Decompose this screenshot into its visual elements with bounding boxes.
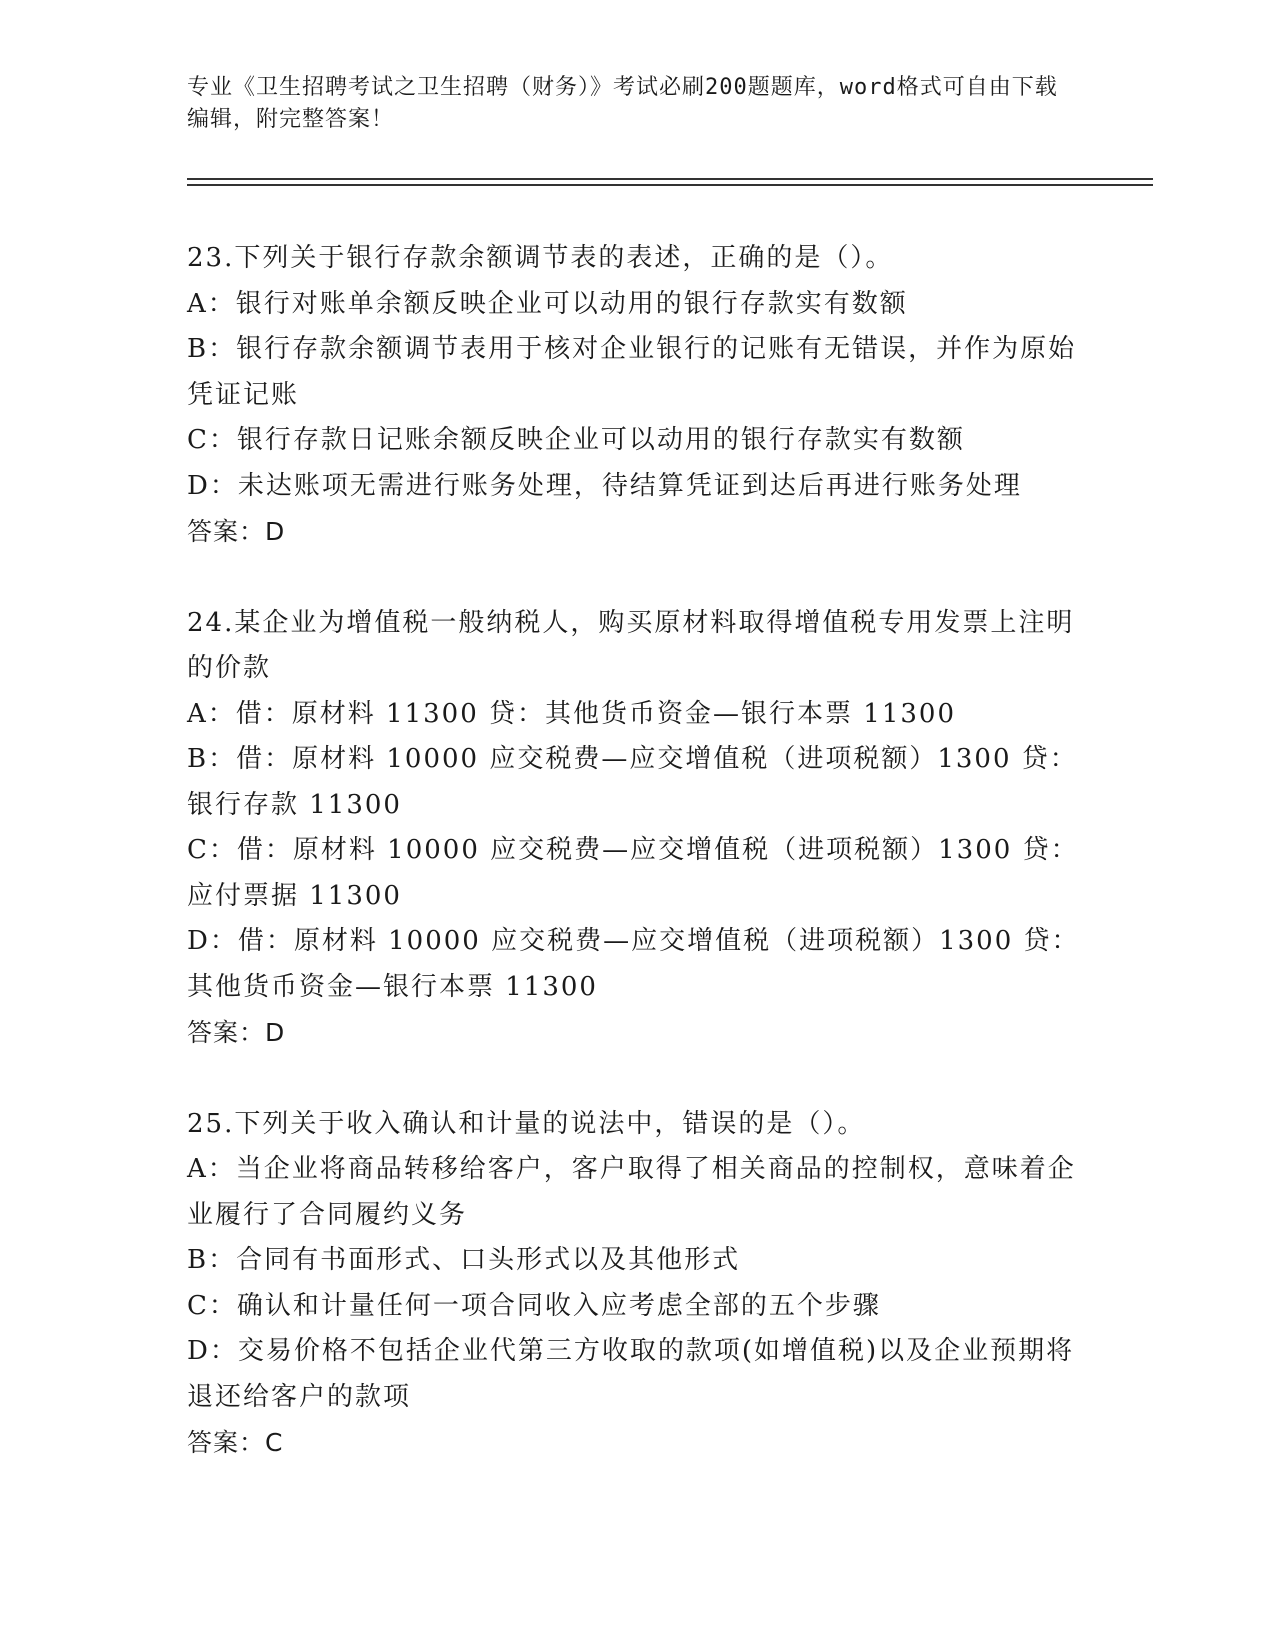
option-a: A：借：原材料 11300 贷：其他货币资金—银行本票 11300 (187, 698, 956, 729)
option-d: D：未达账项无需进行账务处理，待结算凭证到达后再进行账务处理 (187, 470, 1022, 501)
question-25 (187, 1102, 1087, 1466)
option-b: B：银行存款余额调节表用于核对企业银行的记账有无错误，并作为原始凭证记账 (187, 334, 1077, 410)
question-list (187, 236, 1087, 1512)
answer-label: 答案： (187, 1018, 266, 1047)
question-stem: 24.某企业为增值税一般纳税人，购买原材料取得增值税专用发票上注明的价款 (187, 607, 1075, 683)
option-a: A：银行对账单余额反映企业可以动用的银行存款实有数额 (187, 288, 908, 319)
option-b: B：合同有书面形式、口头形式以及其他形式 (187, 1245, 741, 1275)
document-header: 专业《卫生招聘考试之卫生招聘（财务）》考试必刷200题题库，word格式可自由下载编辑，附完整答案！ (187, 75, 1058, 132)
answer-line (187, 1010, 1087, 1056)
header-divider-bottom (187, 184, 1153, 186)
option-c: C：确认和计量任何一项合同收入应考虑全部的五个步骤 (187, 1290, 881, 1321)
answer-label: 答案： (187, 1428, 266, 1457)
option-d: D：交易价格不包括企业代第三方收取的款项(如增值税)以及企业预期将退还给客户的款项 (187, 1336, 1075, 1412)
option-c: C：借：原材料 10000 应交税费—应交增值税（进项税额）1300 贷：应付票据 11300 (187, 835, 1079, 911)
option-b: B：借：原材料 10000 应交税费—应交增值税（进项税额）1300 贷：银行存款 11300 (187, 744, 1078, 820)
answer-line (187, 1420, 1087, 1466)
question-23 (187, 236, 1087, 555)
answer-value: D (265, 517, 286, 546)
question-24 (187, 601, 1087, 1056)
option-a: A：当企业将商品转移给客户，客户取得了相关商品的控制权，意味着企业履行了合同履约义务 (187, 1154, 1076, 1230)
answer-line (187, 509, 1087, 555)
option-c: C：银行存款日记账余额反映企业可以动用的银行存款实有数额 (187, 425, 965, 455)
header-divider-top (187, 178, 1153, 180)
answer-label: 答案： (187, 517, 266, 546)
question-stem: 23.下列关于银行存款余额调节表的表述，正确的是（）。 (187, 243, 894, 273)
option-d: D：借：原材料 10000 应交税费—应交增值税（进项税额）1300 贷：其他货币资金—银行本票 11300 (187, 926, 1080, 1002)
answer-value: D (265, 1018, 286, 1047)
answer-value: C (265, 1428, 284, 1457)
question-stem: 25.下列关于收入确认和计量的说法中，错误的是（）。 (187, 1108, 866, 1139)
